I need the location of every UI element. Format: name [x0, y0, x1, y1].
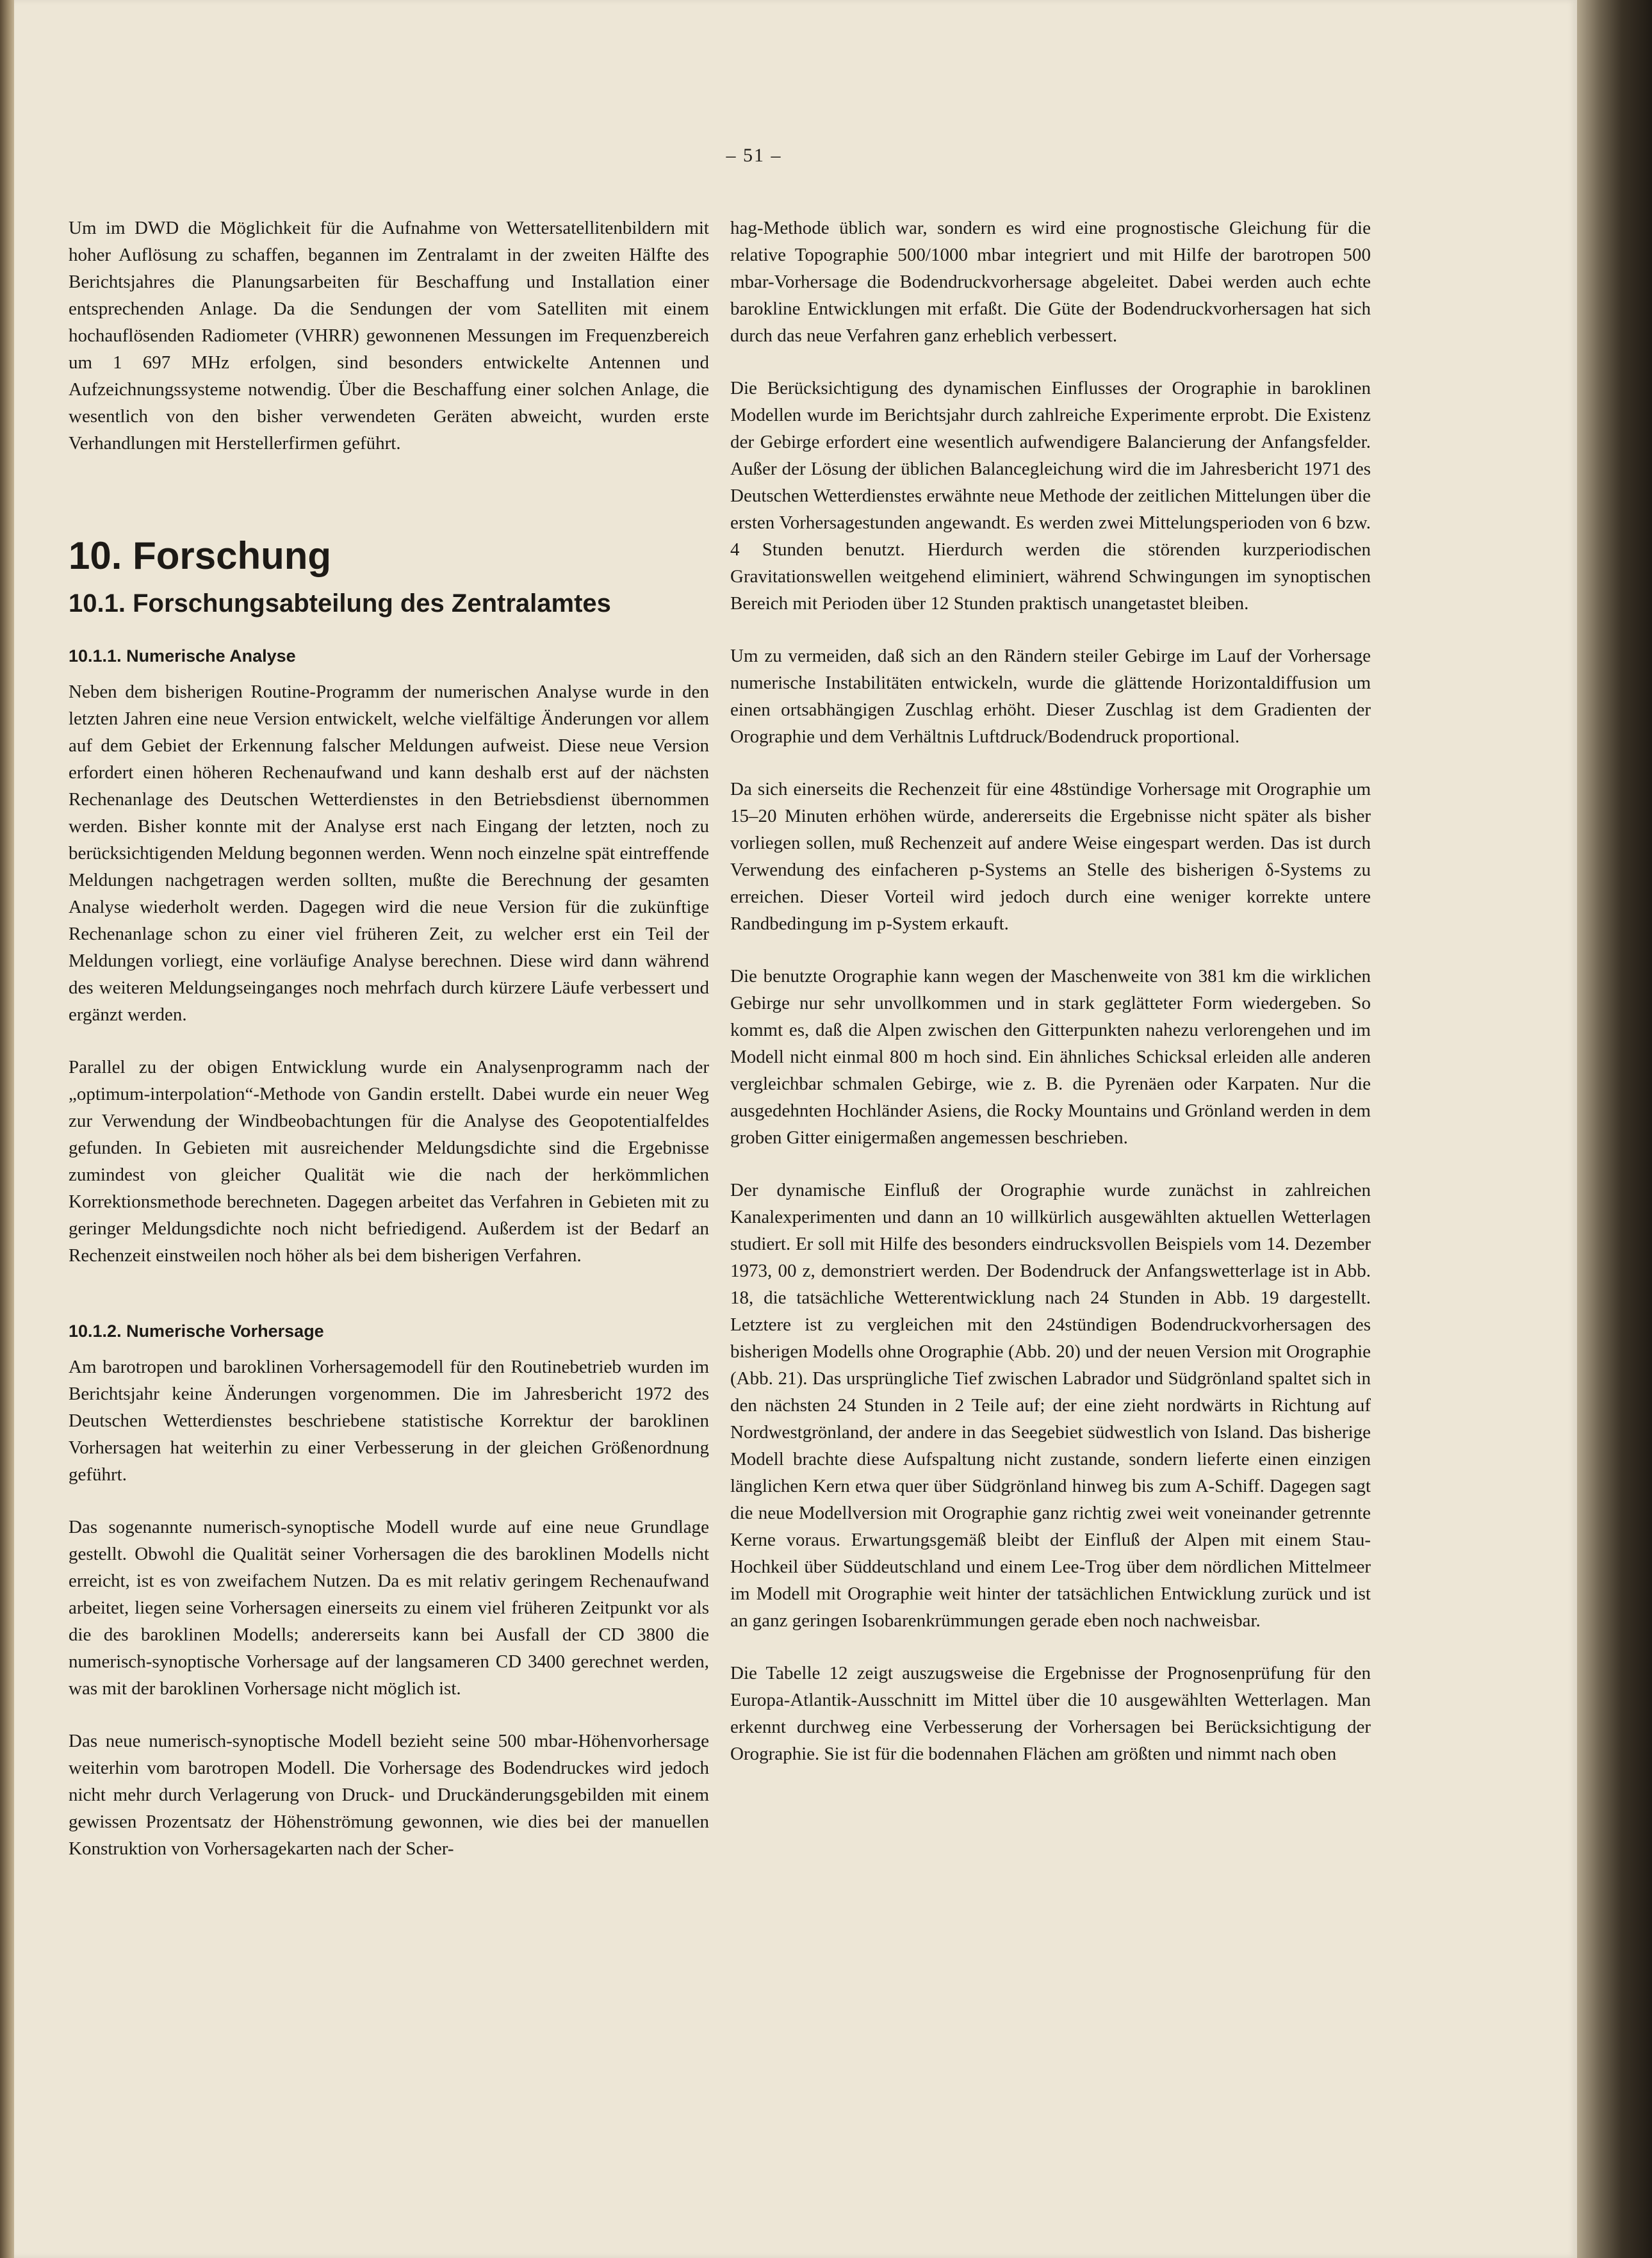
subsection-heading-analyse: 10.1.1. Numerische Analyse: [69, 646, 296, 666]
subsection-heading-vorhersage: 10.1.2. Numerische Vorhersage: [69, 1321, 324, 1341]
page-number: – 51 –: [726, 145, 782, 166]
paragraph-analyse-1: Neben dem bisherigen Routine-Programm der numerischen Analyse wurde in den letzten Jahren eine neue Version entwickelt, welche vielfältige Änderungen vor allem auf dem Gebiet der Erkennung falscher Meldungen aufweist. Diese neue Version erfordert einen höheren Rechenaufwand und kann deshalb erst auf der nächsten Rechenanlage des Deutschen Wetterdienstes in den Betriebsdienst übernommen werden. Bisher konnte mit der Analyse erst nach Eingang der letzten, noch zu berücksichtigenden Meldung begonnen werden. Wenn noch einzelne spät eintreffende Meldungen nachgetragen werden sollten, mußte die Berechnung der gesamten Analyse wiederholt werden. Dagegen wird die neue Version für die zukünftige Rechenanlage schon zu einer viel früheren Zeit, zu welcher erst ein Teil der Meldungen vorliegt, eine vorläufige Analyse berechnen. Diese wird dann während des weiteren Meldungseinganges noch mehrfach durch kürzere Läufe verbessert und ergänzt werden.: [69, 682, 709, 1025]
chapter-heading: 10. Forschung: [69, 534, 332, 577]
right-paragraph-7: Die Tabelle 12 zeigt auszugsweise die Ergebnisse der Prognosenprüfung für den Europa-Atlantik-Ausschnitt im Mittel über die 10 ausgewählten Wetterlagen. Man erkennt durchweg eine Verbesserung der Vorhersagen bei Berücksichtigung der Orographie. Sie ist für die bodennahen Flächen am größten und nimmt nach oben: [730, 1663, 1371, 1764]
left-column: [69, 215, 709, 1888]
right-paragraph-6: Der dynamische Einfluß der Orographie wurde zunächst in zahlreichen Kanalexperimenten und dann an 10 willkürlich ausgewählten aktuellen Wetterlagen studiert. Er soll mit Hilfe des besonders eindrucksvollen Beispiels vom 14. Dezember 1973, 00 z, demonstriert werden. Der Bodendruck der Anfangswetterlage ist in Abb. 18, die tatsächliche Wetterentwicklung nach 24 Stunden in Abb. 19 dargestellt. Letztere ist zu vergleichen mit den 24stündigen Bodendruckvorhersagen des bisherigen Modells ohne Orographie (Abb. 20) und der neuen Version mit Orographie (Abb. 21). Das ursprüngliche Tief zwischen Labrador und Südgrönland spaltet sich in den nächsten 24 Stunden in 2 Teile auf; der eine zieht nordwärts in Richtung auf Nordwestgrönland, der andere in das Seegebiet südwestlich von Island. Das bisherige Modell brachte diese Aufspaltung nicht zustande, sondern lieferte einen einzigen länglichen Kern etwa quer über Südgrönland hinweg bis zum A-Schiff. Dagegen sagt die neue Modellversion mit Orographie ganz richtig zwei weit voneinander getrennte Kerne voraus. Erwartungsgemäß bleibt der Einfluß der Alpen mit einem Stau-Hochkeil über Süddeutschland und einem Lee-Trog über dem nördlichen Mittelmeer im Modell mit Orographie weit hinter der tatsächlichen Entwicklung zurück und ist an ganz geringen Isobarenkrümmungen gerade eben noch nachweisbar.: [730, 1180, 1371, 1631]
book-binding-edge: [0, 0, 14, 2258]
section-heading: 10.1. Forschungsabteilung des Zentralamtes: [69, 589, 611, 618]
right-paragraph-5: Die benutzte Orographie kann wegen der Maschenweite von 381 km die wirklichen Gebirge nur sehr unvollkommen und in stark geglätteter Form wiedergeben. So kommt es, daß die Alpen zwischen den Gitterpunkten nahezu verlorengehen und im Modell nicht einmal 800 m hoch sind. Ein ähnliches Schicksal erleiden alle anderen vergleichbar schmalen Gebirge, wie z. B. die Pyrenäen oder Karpaten. Nur die ausgedehnten Hochländer Asiens, die Rocky Mountains und Grönland werden in dem groben Gitter einigermaßen angemessen beschrieben.: [730, 966, 1371, 1148]
document-page: [14, 0, 1577, 2258]
paragraph-vorhersage-3: Das neue numerisch-synoptische Modell bezieht seine 500 mbar-Höhenvorhersage weiterhin vom barotropen Modell. Die Vorhersage des Bodendruckes wird jedoch nicht mehr durch Verlagerung von Druck- und Druckänderungsgebilden mit einem gewissen Prozentsatz der Höhenströmung gewonnen, wie dies bei der manuellen Konstruktion von Vorhersagekarten nach der Scher-: [69, 1731, 709, 1859]
right-paragraph-4: Da sich einerseits die Rechenzeit für eine 48stündige Vorhersage mit Orographie um 15–20 Minuten erhöhen würde, andererseits die Ergebnisse nicht später als bisher vorliegen sollen, muß Rechenzeit auf andere Weise eingespart werden. Das ist durch Verwendung des einfacheren p-Systems an Stelle des bisherigen δ-Systems zu erreichen. Dieser Vorteil wird jedoch durch eine weniger korrekte untere Randbedingung im p-System erkauft.: [730, 779, 1371, 934]
paragraph-vorhersage-1: Am barotropen und baroklinen Vorhersagemodell für den Routinebetrieb wurden im Berichtsjahr keine Änderungen vorgenommen. Die im Jahresbericht 1972 des Deutschen Wetterdienstes beschriebene statistische Korrektur der baroklinen Vorhersagen hat weiterhin zu einer Verbesserung in der gleichen Größenordnung geführt.: [69, 1357, 709, 1485]
page-stack-edge: [1577, 0, 1652, 2258]
right-paragraph-2: Die Berücksichtigung des dynamischen Einflusses der Orographie in baroklinen Modellen wurde im Berichtsjahr durch zahlreiche Experimente erprobt. Die Existenz der Gebirge erfordert eine wesentlich aufwendigere Balancierung der Anfangsfelder. Außer der Lösung der üblichen Balancegleichung wird die im Jahresbericht 1971 des Deutschen Wetterdienstes erwähnte neue Methode der zeitlichen Mittelungen über die ersten Vorhersagestunden angewandt. Es werden zwei Mittelungsperioden von 6 bzw. 4 Stunden benutzt. Hierdurch werden die störenden kurzperiodischen Gravitationswellen weitgehend eliminiert, während Schwingungen im synoptischen Bereich mit Perioden über 12 Stunden praktisch unangetastet bleiben.: [730, 378, 1371, 614]
right-paragraph-1: hag-Methode üblich war, sondern es wird eine prognostische Gleichung für die relative Topographie 500/1000 mbar integriert und mit Hilfe der barotropen 500 mbar-Vorhersage die Bodendruckvorhersage abgeleitet. Dabei werden auch echte barokline Entwicklungen mit erfaßt. Die Güte der Bodendruckvorhersagen hat sich durch das neue Verfahren ganz erheblich verbessert.: [730, 218, 1371, 346]
right-column: [730, 215, 1371, 1793]
right-paragraph-3: Um zu vermeiden, daß sich an den Rändern steiler Gebirge im Lauf der Vorhersage numerische Instabilitäten entwickeln, wurde die glättende Horizontaldiffusion um einen ortsabhängigen Zuschlag erhöht. Dieser Zuschlag ist dem Gradienten der Orographie und dem Verhältnis Luftdruck/Bodendruck proportional.: [730, 646, 1371, 747]
paragraph-vorhersage-2: Das sogenannte numerisch-synoptische Modell wurde auf eine neue Grundlage gestellt. Obwohl die Qualität seiner Vorhersagen die des baroklinen Modells nicht erreicht, ist es von zweifachem Nutzen. Da es mit relativ geringem Rechenaufwand arbeitet, liegen seine Vorhersagen einerseits zu einem viel früheren Zeitpunkt vor als die des baroklinen Modells; andererseits kann bei Ausfall der CD 3800 die numerisch-synoptische Vorhersage auf der langsameren CD 3400 gerechnet werden, was mit der baroklinen Vorhersage nicht möglich ist.: [69, 1517, 709, 1699]
intro-paragraph: Um im DWD die Möglichkeit für die Aufnahme von Wettersatellitenbildern mit hoher Auflösung zu schaffen, begannen im Zentralamt in der zweiten Hälfte des Berichtsjahres die Planungsarbeiten für Beschaffung und Installation einer entsprechenden Anlage. Da die Sendungen der vom Satelliten mit einem hochauflösenden Radiometer (VHRR) gewonnenen Messungen im Frequenzbereich um 1 697 MHz erfolgen, sind besonders entwickelte Antennen und Aufzeichnungssysteme notwendig. Über die Beschaffung einer solchen Anlage, die wesentlich von den bisher verwendeten Geräten abweicht, wurden erste Verhandlungen mit Herstellerfirmen geführt.: [69, 218, 709, 454]
paragraph-analyse-2: Parallel zu der obigen Entwicklung wurde ein Analysenprogramm nach der „optimum-interpolation“-Methode von Gandin erstellt. Dabei wurde ein neuer Weg zur Verwendung der Windbeobachtungen für die Analyse des Geopotentialfeldes gefunden. In Gebieten mit ausreichender Meldungsdichte sind die Ergebnisse zumindest von gleicher Qualität wie die nach der herkömmlichen Korrektionsmethode berechneten. Dagegen arbeitet das Verfahren in Gebieten mit zu geringer Meldungsdichte noch nicht befriedigend. Außerdem ist der Bedarf an Rechenzeit einstweilen noch höher als bei dem bisherigen Verfahren.: [69, 1057, 709, 1266]
